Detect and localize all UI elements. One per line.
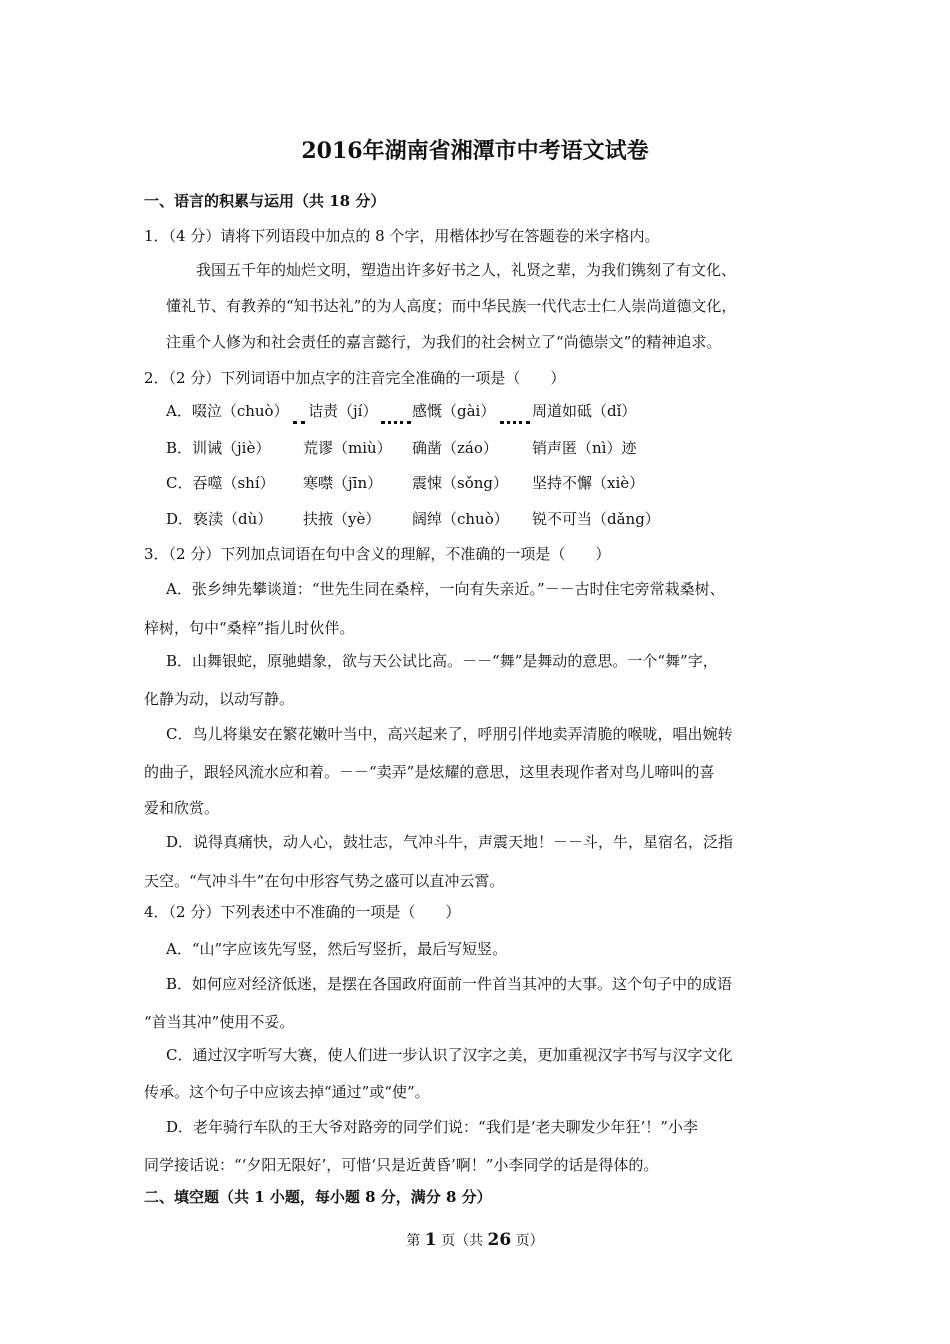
question-1-paragraph-line: 注重个人修为和社会责任的嘉言懿行，为我们的社会树立了“尚德崇文”的精神追求。 [166,333,722,351]
page-total: 26 [487,1230,512,1250]
question-3-option-d: D．说得真痛快，动人心，鼓壮志，气冲斗牛，声震天地！－－斗，牛，星宿名，泛指 [166,833,734,851]
option-word: 周道如砥（dǐ） [532,402,637,420]
question-4-option-a: A．“山”字应该先写竖，然后写竖折，最后写短竖。 [166,940,508,958]
option-word: 震悚（sǒng） [412,474,508,492]
footer-text: 页） [515,1233,544,1249]
question-2-stem: 2．（2 分）下列词语中加点字的注音完全准确的一项是（ ） [144,369,566,387]
option-word: A．啜泣（chuò） [166,402,289,420]
footer-text: 第 [406,1233,421,1249]
option-word: B．训诫（jiè） [166,439,271,457]
option-word: 阔绰（chuò） [412,510,509,528]
question-1-stem: 1．（4 分）请将下列语段中加点的 8 个字，用楷体抄写在答题卷的米字格内。 [144,227,660,245]
question-4-option-b: B．如何应对经济低迷，是摆在各国政府面前一件首当其冲的大事。这个句子中的成语 [166,975,733,993]
question-1-paragraph-line: 懂礼节、有教养的“知书达礼”的为人高度；而中华民族一代代志士仁人崇尚道德文化， [166,297,737,315]
question-4-option-d-cont: 同学接话说：“‘夕阳无限好’，可惜‘只是近黄昏’啊！”小李同学的话是得体的。 [144,1156,659,1174]
page-footer [0,1230,950,1250]
emphasis-dots [500,418,530,424]
option-word: C．吞噬（shí） [166,474,275,492]
question-3-option-c-cont: 爱和欣赏。 [144,799,220,817]
page-title: 2016年湖南省湘潭市中考语文试卷 [301,138,649,164]
question-4-option-b-cont: “首当其冲”使用不妥。 [144,1013,295,1031]
option-word: 诘责（jí） [308,402,378,420]
question-3-stem: 3．（2 分）下列加点词语在句中含义的理解，不准确的一项是（ ） [144,545,611,563]
section-heading-1: 一、语言的积累与运用（共 18 分） [144,192,386,210]
option-word: 销声匿（nì）迹 [532,439,637,457]
option-word: 荒谬（miù） [303,439,392,457]
emphasis-dots [293,418,305,424]
question-3-option-c: C．鸟儿将巢安在繁花嫩叶当中，高兴起来了，呼朋引伴地卖弄清脆的喉咙，唱出婉转 [166,725,733,743]
question-3-option-c-cont: 的曲子，跟轻风流水应和着。－－“卖弄”是炫耀的意思，这里表现作者对鸟儿啼叫的喜 [144,763,715,781]
question-3-option-b-cont: 化静为动，以动写静。 [144,690,295,708]
question-4-stem: 4．（2 分）下列表述中不准确的一项是（ ） [144,903,461,921]
question-4-option-c-cont: 传承。这个句子中应该去掉“通过”或“使”。 [144,1083,430,1101]
question-4-option-c: C．通过汉字听写大赛，使人们进一步认识了汉字之美，更加重视汉字书写与汉字文化 [166,1046,733,1064]
page-number: 1 [424,1230,437,1250]
option-word: 坚持不懈（xiè） [532,474,645,492]
option-word: D．亵渎（dù） [166,510,273,528]
question-3-option-a-cont: 梓树，句中“桑梓”指儿时伙伴。 [144,619,355,637]
question-3-option-d-cont: 天空。“气冲斗牛”在句中形容气势之盛可以直冲云霄。 [144,872,505,890]
emphasis-dots [381,418,411,424]
option-word: 扶掖（yè） [303,510,381,528]
option-word: 确凿（záo） [412,439,498,457]
question-4-option-d: D．老年骑行车队的王大爷对路旁的同学们说：“我们是‘老夫聊发少年狂’！”小李 [166,1118,698,1136]
question-1-paragraph-line: 我国五千年的灿烂文明，塑造出许多好书之人，礼贤之辈，为我们镌刻了有文化、 [196,261,737,279]
question-3-option-b: B．山舞银蛇，原驰蜡象，欲与天公试比高。－－“舞”是舞动的意思。一个“舞”字， [166,652,718,670]
footer-text: 页（共 [441,1233,484,1249]
option-word: 感慨（gài） [412,402,496,420]
option-word: 锐不可当（dǎng） [532,510,660,528]
section-heading-2: 二、填空题（共 1 小题，每小题 8 分，满分 8 分） [144,1188,492,1206]
option-word: 寒噤（jīn） [303,474,383,492]
question-3-option-a: A．张乡绅先攀谈道：“世先生同在桑梓，一向有失亲近。”－－古时住宅旁常栽桑树、 [166,580,725,598]
